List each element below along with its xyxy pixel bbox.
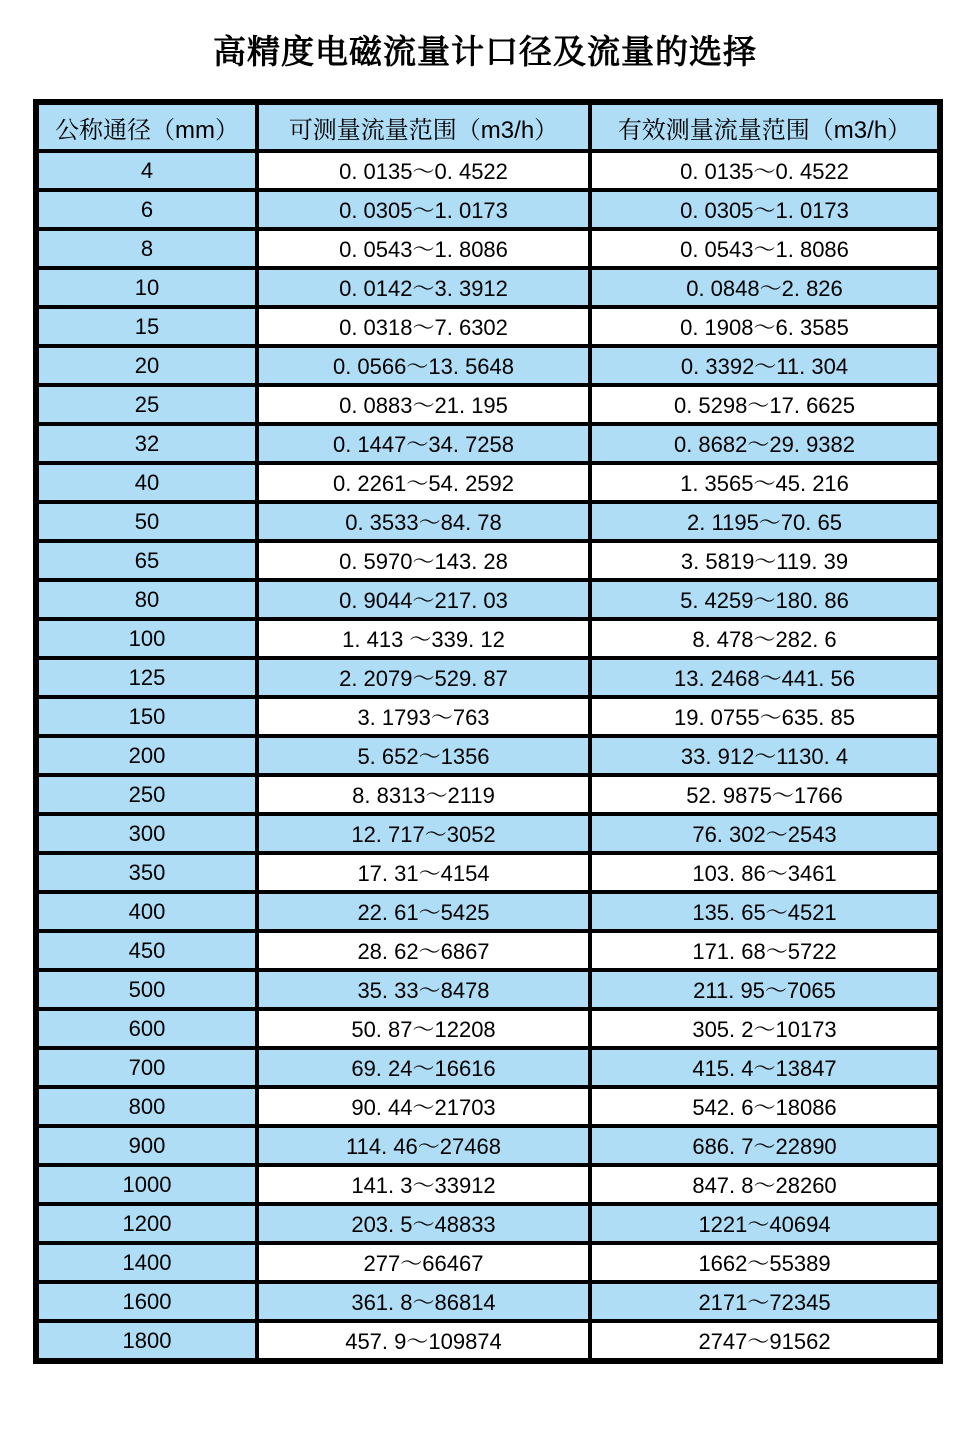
nominal-diameter-cell: 300 [36,814,257,853]
table-row [36,1048,940,1087]
measurable-flow-range-cell: 17. 31～4154 [257,853,590,892]
col-header-effective-flow-range: 有效测量流量范围（m3/h） [590,102,940,151]
table-row [36,1282,940,1321]
table-row [36,697,940,736]
effective-flow-range-cell: 1221～40694 [590,1204,940,1243]
effective-flow-range-cell: 0. 0135～0. 4522 [590,151,940,190]
measurable-flow-range-cell: 12. 717～3052 [257,814,590,853]
measurable-flow-range-cell: 0. 0318～7. 6302 [257,307,590,346]
table-row [36,229,940,268]
nominal-diameter-cell: 20 [36,346,257,385]
measurable-flow-range-cell: 2. 2079～529. 87 [257,658,590,697]
table-row [36,853,940,892]
nominal-diameter-cell: 15 [36,307,257,346]
effective-flow-range-cell: 135. 65～4521 [590,892,940,931]
nominal-diameter-cell: 600 [36,1009,257,1048]
measurable-flow-range-cell: 0. 0142～3. 3912 [257,268,590,307]
effective-flow-range-cell: 0. 0305～1. 0173 [590,190,940,229]
effective-flow-range-cell: 1. 3565～45. 216 [590,463,940,502]
measurable-flow-range-cell: 69. 24～16616 [257,1048,590,1087]
table-row [36,268,940,307]
nominal-diameter-cell: 1800 [36,1321,257,1361]
measurable-flow-range-cell: 5. 652～1356 [257,736,590,775]
nominal-diameter-cell: 450 [36,931,257,970]
table-row [36,1087,940,1126]
measurable-flow-range-cell: 0. 2261～54. 2592 [257,463,590,502]
measurable-flow-range-cell: 0. 3533～84. 78 [257,502,590,541]
measurable-flow-range-cell: 3. 1793～763 [257,697,590,736]
effective-flow-range-cell: 0. 3392～11. 304 [590,346,940,385]
effective-flow-range-cell: 13. 2468～441. 56 [590,658,940,697]
measurable-flow-range-cell: 141. 3～33912 [257,1165,590,1204]
measurable-flow-range-cell: 361. 8～86814 [257,1282,590,1321]
table-row [36,1243,940,1282]
flowmeter-selection-table [33,99,943,1364]
effective-flow-range-cell: 0. 0848～2. 826 [590,268,940,307]
nominal-diameter-cell: 1400 [36,1243,257,1282]
nominal-diameter-cell: 500 [36,970,257,1009]
nominal-diameter-cell: 4 [36,151,257,190]
nominal-diameter-cell: 800 [36,1087,257,1126]
measurable-flow-range-cell: 457. 9～109874 [257,1321,590,1361]
effective-flow-range-cell: 0. 0543～1. 8086 [590,229,940,268]
nominal-diameter-cell: 400 [36,892,257,931]
measurable-flow-range-cell: 114. 46～27468 [257,1126,590,1165]
nominal-diameter-cell: 150 [36,697,257,736]
effective-flow-range-cell: 0. 1908～6. 3585 [590,307,940,346]
table-row [36,502,940,541]
measurable-flow-range-cell: 0. 0543～1. 8086 [257,229,590,268]
nominal-diameter-cell: 350 [36,853,257,892]
measurable-flow-range-cell: 0. 5970～143. 28 [257,541,590,580]
table-row [36,1165,940,1204]
measurable-flow-range-cell: 0. 9044～217. 03 [257,580,590,619]
nominal-diameter-cell: 25 [36,385,257,424]
nominal-diameter-cell: 6 [36,190,257,229]
measurable-flow-range-cell: 0. 0135～0. 4522 [257,151,590,190]
nominal-diameter-cell: 700 [36,1048,257,1087]
effective-flow-range-cell: 1662～55389 [590,1243,940,1282]
table-row [36,775,940,814]
nominal-diameter-cell: 65 [36,541,257,580]
effective-flow-range-cell: 19. 0755～635. 85 [590,697,940,736]
effective-flow-range-cell: 171. 68～5722 [590,931,940,970]
table-row [36,1009,940,1048]
nominal-diameter-cell: 50 [36,502,257,541]
nominal-diameter-cell: 100 [36,619,257,658]
nominal-diameter-cell: 8 [36,229,257,268]
nominal-diameter-cell: 250 [36,775,257,814]
table-row [36,307,940,346]
table-row [36,385,940,424]
table-body [36,151,940,1361]
nominal-diameter-cell: 32 [36,424,257,463]
table-row [36,580,940,619]
table-row [36,658,940,697]
measurable-flow-range-cell: 22. 61～5425 [257,892,590,931]
table-row [36,970,940,1009]
nominal-diameter-cell: 1000 [36,1165,257,1204]
nominal-diameter-cell: 900 [36,1126,257,1165]
table-row [36,1321,940,1361]
measurable-flow-range-cell: 50. 87～12208 [257,1009,590,1048]
effective-flow-range-cell: 542. 6～18086 [590,1087,940,1126]
table-row [36,346,940,385]
table-row [36,736,940,775]
effective-flow-range-cell: 211. 95～7065 [590,970,940,1009]
table-row [36,541,940,580]
effective-flow-range-cell: 415. 4～13847 [590,1048,940,1087]
effective-flow-range-cell: 103. 86～3461 [590,853,940,892]
measurable-flow-range-cell: 277～66467 [257,1243,590,1282]
effective-flow-range-cell: 76. 302～2543 [590,814,940,853]
table-row [36,619,940,658]
table-row [36,931,940,970]
effective-flow-range-cell: 3. 5819～119. 39 [590,541,940,580]
effective-flow-range-cell: 2747～91562 [590,1321,940,1361]
nominal-diameter-cell: 1200 [36,1204,257,1243]
effective-flow-range-cell: 5. 4259～180. 86 [590,580,940,619]
effective-flow-range-cell: 0. 5298～17. 6625 [590,385,940,424]
effective-flow-range-cell: 847. 8～28260 [590,1165,940,1204]
measurable-flow-range-cell: 35. 33～8478 [257,970,590,1009]
measurable-flow-range-cell: 0. 1447～34. 7258 [257,424,590,463]
table-row [36,814,940,853]
table-row [36,424,940,463]
effective-flow-range-cell: 2. 1195～70. 65 [590,502,940,541]
effective-flow-range-cell: 2171～72345 [590,1282,940,1321]
table-row [36,151,940,190]
nominal-diameter-cell: 80 [36,580,257,619]
effective-flow-range-cell: 33. 912～1130. 4 [590,736,940,775]
table-row [36,190,940,229]
table-row [36,1204,940,1243]
effective-flow-range-cell: 0. 8682～29. 9382 [590,424,940,463]
nominal-diameter-cell: 1600 [36,1282,257,1321]
effective-flow-range-cell: 8. 478～282. 6 [590,619,940,658]
measurable-flow-range-cell: 8. 8313～2119 [257,775,590,814]
measurable-flow-range-cell: 0. 0305～1. 0173 [257,190,590,229]
measurable-flow-range-cell: 203. 5～48833 [257,1204,590,1243]
nominal-diameter-cell: 125 [36,658,257,697]
measurable-flow-range-cell: 28. 62～6867 [257,931,590,970]
effective-flow-range-cell: 686. 7～22890 [590,1126,940,1165]
nominal-diameter-cell: 40 [36,463,257,502]
effective-flow-range-cell: 305. 2～10173 [590,1009,940,1048]
table-row [36,1126,940,1165]
measurable-flow-range-cell: 0. 0883～21. 195 [257,385,590,424]
page-title: 高精度电磁流量计口径及流量的选择 [213,33,757,70]
measurable-flow-range-cell: 0. 0566～13. 5648 [257,346,590,385]
col-header-nominal-diameter: 公称通径（mm） [36,102,257,151]
measurable-flow-range-cell: 1. 413 ～339. 12 [257,619,590,658]
table-header-row [36,102,940,151]
nominal-diameter-cell: 200 [36,736,257,775]
measurable-flow-range-cell: 90. 44～21703 [257,1087,590,1126]
nominal-diameter-cell: 10 [36,268,257,307]
table-row [36,463,940,502]
table-row [36,892,940,931]
col-header-measurable-flow-range: 可测量流量范围（m3/h） [257,102,590,151]
effective-flow-range-cell: 52. 9875～1766 [590,775,940,814]
